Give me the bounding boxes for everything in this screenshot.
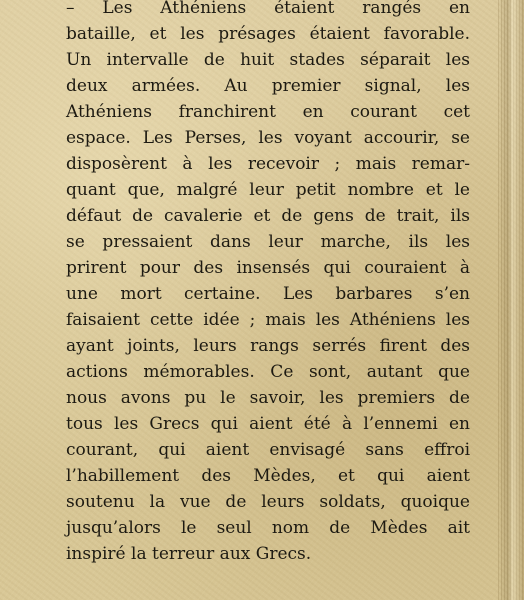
page-edge [498, 0, 524, 600]
text-line: actions mémorables. Ce sont, autant que [66, 362, 470, 382]
text-line: Athéniens franchirent en courant cet [66, 102, 470, 122]
text-line: tous les Grecs qui aient été à l’ennemi en [66, 414, 470, 434]
text-line: nous avons pu le savoir, les premiers de [66, 388, 470, 408]
text-line: prirent pour des insensés qui couraient à [66, 258, 470, 278]
text-line: disposèrent à les recevoir ; mais remar- [66, 154, 470, 174]
text-line: bataille, et les présages étaient favorable. [66, 24, 470, 44]
text-line: jusqu’alors le seul nom de Mèdes ait [66, 518, 470, 538]
text-line: défaut de cavalerie et de gens de trait, ils [66, 206, 470, 226]
text-line: l’habillement des Mèdes, et qui aient [66, 466, 470, 486]
text-line: faisaient cette idée ; mais les Athéniens les [66, 310, 470, 330]
text-line: ayant joints, leurs rangs serrés firent des [66, 336, 470, 356]
text-line: – Les Athéniens étaient rangés en [66, 0, 470, 18]
text-line: se pressaient dans leur marche, ils les [66, 232, 470, 252]
text-line: Un intervalle de huit stades séparait les [66, 50, 470, 70]
text-line: quant que, malgré leur petit nombre et le [66, 180, 470, 200]
paragraph [66, 0, 470, 567]
text-line: deux armées. Au premier signal, les [66, 76, 470, 96]
text-line-last: inspiré la terreur aux Grecs. [66, 544, 312, 564]
text-line: une mort certaine. Les barbares s’en [66, 284, 470, 304]
text-line: soutenu la vue de leurs soldats, quoique [66, 492, 470, 512]
text-line: espace. Les Perses, les voyant accourir, se [66, 128, 470, 148]
text-line: courant, qui aient envisagé sans effroi [66, 440, 470, 460]
